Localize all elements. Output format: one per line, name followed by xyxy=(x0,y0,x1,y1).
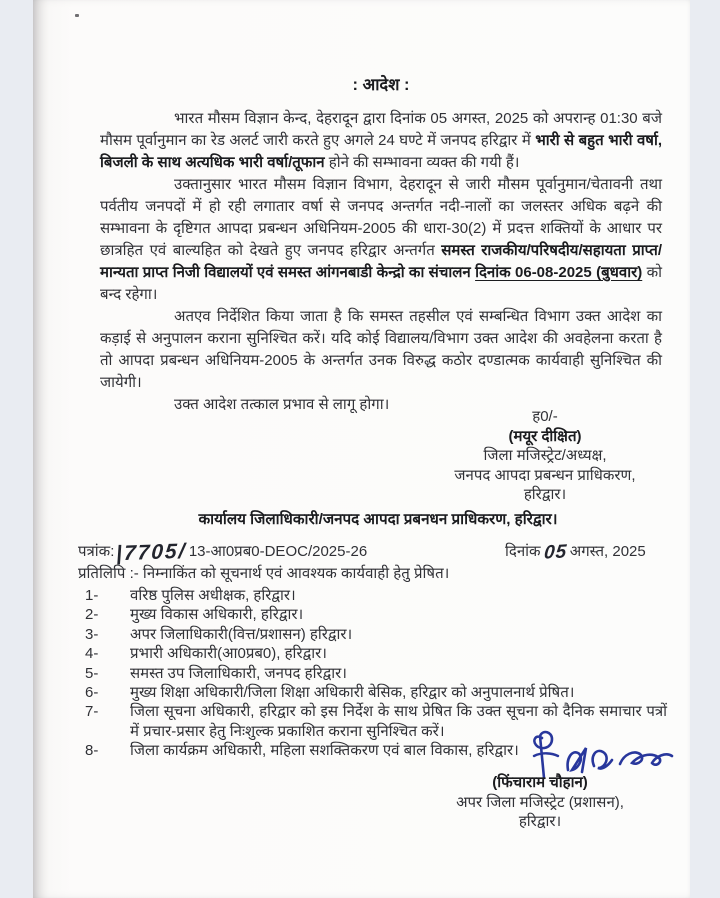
item-text: समस्त उप जिलाधिकारी, जनपद हरिद्वार। xyxy=(130,664,347,682)
item-text: अपर जिलाधिकारी(वित्त/प्रशासन) हरिद्वार। xyxy=(130,625,353,643)
ref-label: पत्रांक: xyxy=(78,543,115,560)
order-body xyxy=(100,108,662,416)
item-number: 4- xyxy=(85,645,99,663)
para-weather-alert xyxy=(100,108,662,174)
para2-bold: समस्त राजकीय/परिषदीय/सहायता प्राप्त/मान्यता प्राप्त निजी विद्यालयों एवं समस्त आंगनबाडी केन्द्रो का संचालन xyxy=(100,242,662,281)
date-label: दिनांक xyxy=(505,543,541,560)
item-text: जिला सूचना अधिकारी, हरिद्वार को इस निर्देश के साथ प्रेषित कि उक्त सूचना को दैनिक समाचार पत्रों में प्रचार-प्रसार हेतु निःशुल्क प्रकाशित कराना सुनिश्चित करें। xyxy=(130,703,667,740)
ink-speck xyxy=(75,14,79,17)
signatory-block-dm xyxy=(430,407,660,505)
list-item xyxy=(85,605,667,624)
dm-designation-2: जनपद आपदा प्रबन्धन प्राधिकरण, xyxy=(454,466,636,484)
copy-distribution-heading: प्रतिलिपि :- निम्नाकिंत को सूचनार्थ एवं आवश्यक कार्यवाही हेतु प्रेषित। xyxy=(78,565,450,582)
signatory-block-adm xyxy=(400,773,680,832)
item-text: वरिष्ठ पुलिस अधीक्षक, हरिद्वार। xyxy=(130,587,296,604)
item-text: मुख्य शिक्षा अधिकारी/जिला शिक्षा अधिकारी बेसिक, हरिद्वार को अनुपालनार्थ प्रेषित। xyxy=(130,684,575,702)
para-compliance: अतएव निर्देशित किया जाता है कि समस्त तहसील एवं सम्बन्धित विभाग उक्त आदेश का कड़ाई से अनुपालन कराना सुनिश्चित करें। यदि कोई विद्यालय/विभाग उक्त आदेश की अवहेलना करता है तो आपदा प्रबन्धन अधिनियम-2005 के अन्तर्गत उनक विरुद्ध कठोर दण्डात्मक कार्यवाही सुनिश्चित की जायेगी। xyxy=(100,308,662,391)
para2-tail: को बन्द रहेगा। xyxy=(100,264,662,303)
dm-name: (मयूर दीक्षित) xyxy=(508,427,582,445)
item-number: 8- xyxy=(85,742,99,760)
adm-designation-1: अपर जिला मजिस्ट्रेट (प्रशासन), xyxy=(456,793,624,811)
list-item xyxy=(85,683,667,702)
signed-mark: ह0/- xyxy=(532,408,558,425)
para1-bold: भारी से बहुत भारी वर्षा, बिजली के साथ अत्यधिक भारी वर्षा/तूफान xyxy=(100,132,663,171)
order-title: : आदेश : xyxy=(352,76,410,94)
dm-designation-3: हरिद्वार। xyxy=(523,486,567,503)
adm-designation-2: हरिद्वार। xyxy=(518,813,562,830)
item-text: प्रभारी अधिकारी(आ0प्रब0), हरिद्वार। xyxy=(130,645,327,663)
date-handwritten: 05 xyxy=(542,541,568,564)
para1-tail: होने की सम्भावना व्यक्त की गयी हैं। xyxy=(324,154,520,171)
adm-name: (फिंचाराम चौहान) xyxy=(492,774,588,791)
dm-designation-1: जिला मजिस्ट्रेट/अध्यक्ष, xyxy=(483,447,607,464)
item-number: 3- xyxy=(85,625,99,643)
ref-number-printed: 13-आ0प्रब0-DEOC/2025-26 xyxy=(188,543,368,560)
ref-number-handwritten: |7705/ xyxy=(115,539,188,566)
list-item xyxy=(85,625,667,644)
list-item xyxy=(85,664,667,683)
para1-text: भारत मौसम विज्ञान केन्द, देहरादून द्वारा दिनांक 05 अगस्त, 2025 को अपरान्ह 01:30 बजे मौसम पूर्वानुमान का रेड अलर्ट जारी करते हुए अगले 24 घण्टे में जनपद हरिद्वार में xyxy=(100,110,662,149)
item-number: 2- xyxy=(85,606,99,624)
item-number: 5- xyxy=(85,664,99,682)
item-number: 1- xyxy=(85,587,99,604)
list-item xyxy=(85,644,667,663)
document-page xyxy=(33,0,690,898)
para2-date-underlined: दिनांक 06-08-2025 (बुधवार) xyxy=(475,264,643,281)
list-item xyxy=(85,586,667,605)
item-number: 7- xyxy=(85,703,99,721)
para2-text: उक्तानुसार भारत मौसम विज्ञान विभाग, देहरादून से जारी मौसम पूर्वानुमान/चेतावनी तथा पर्वतीय जनपदों में हो रही लगातार वर्षा से जनपद अन्तर्गत नदी-नालों का जलस्तर अधिक बढ़ने की सम्भावना के दृष्टिगत आपदा प्रबन्धन अधिनियम-2005 की धारा-30(2) में प्रदत्त शक्तियों के आधार पर छात्रहित एवं बाल्यहित को देखते हुए जनपद हरिद्वार अन्तर्गत xyxy=(100,176,662,259)
office-heading: कार्यालय जिलाधिकारी/जनपद आपदा प्रबनधन प्राधिकरण, हरिद्वार। xyxy=(198,511,558,528)
para-closure-order xyxy=(100,174,662,306)
item-text: मुख्य विकास अधिकारी, हरिद्वार। xyxy=(130,606,304,624)
date-line xyxy=(505,541,646,564)
para-effective: उक्त आदेश तत्काल प्रभाव से लागू होगा। xyxy=(174,396,390,413)
date-printed: अगस्त, 2025 xyxy=(569,543,646,560)
item-text: जिला कार्यक्रम अधिकारी, महिला सशक्तिकरण एवं बाल विकास, हरिद्वार। xyxy=(130,742,519,760)
item-number: 6- xyxy=(85,684,99,702)
